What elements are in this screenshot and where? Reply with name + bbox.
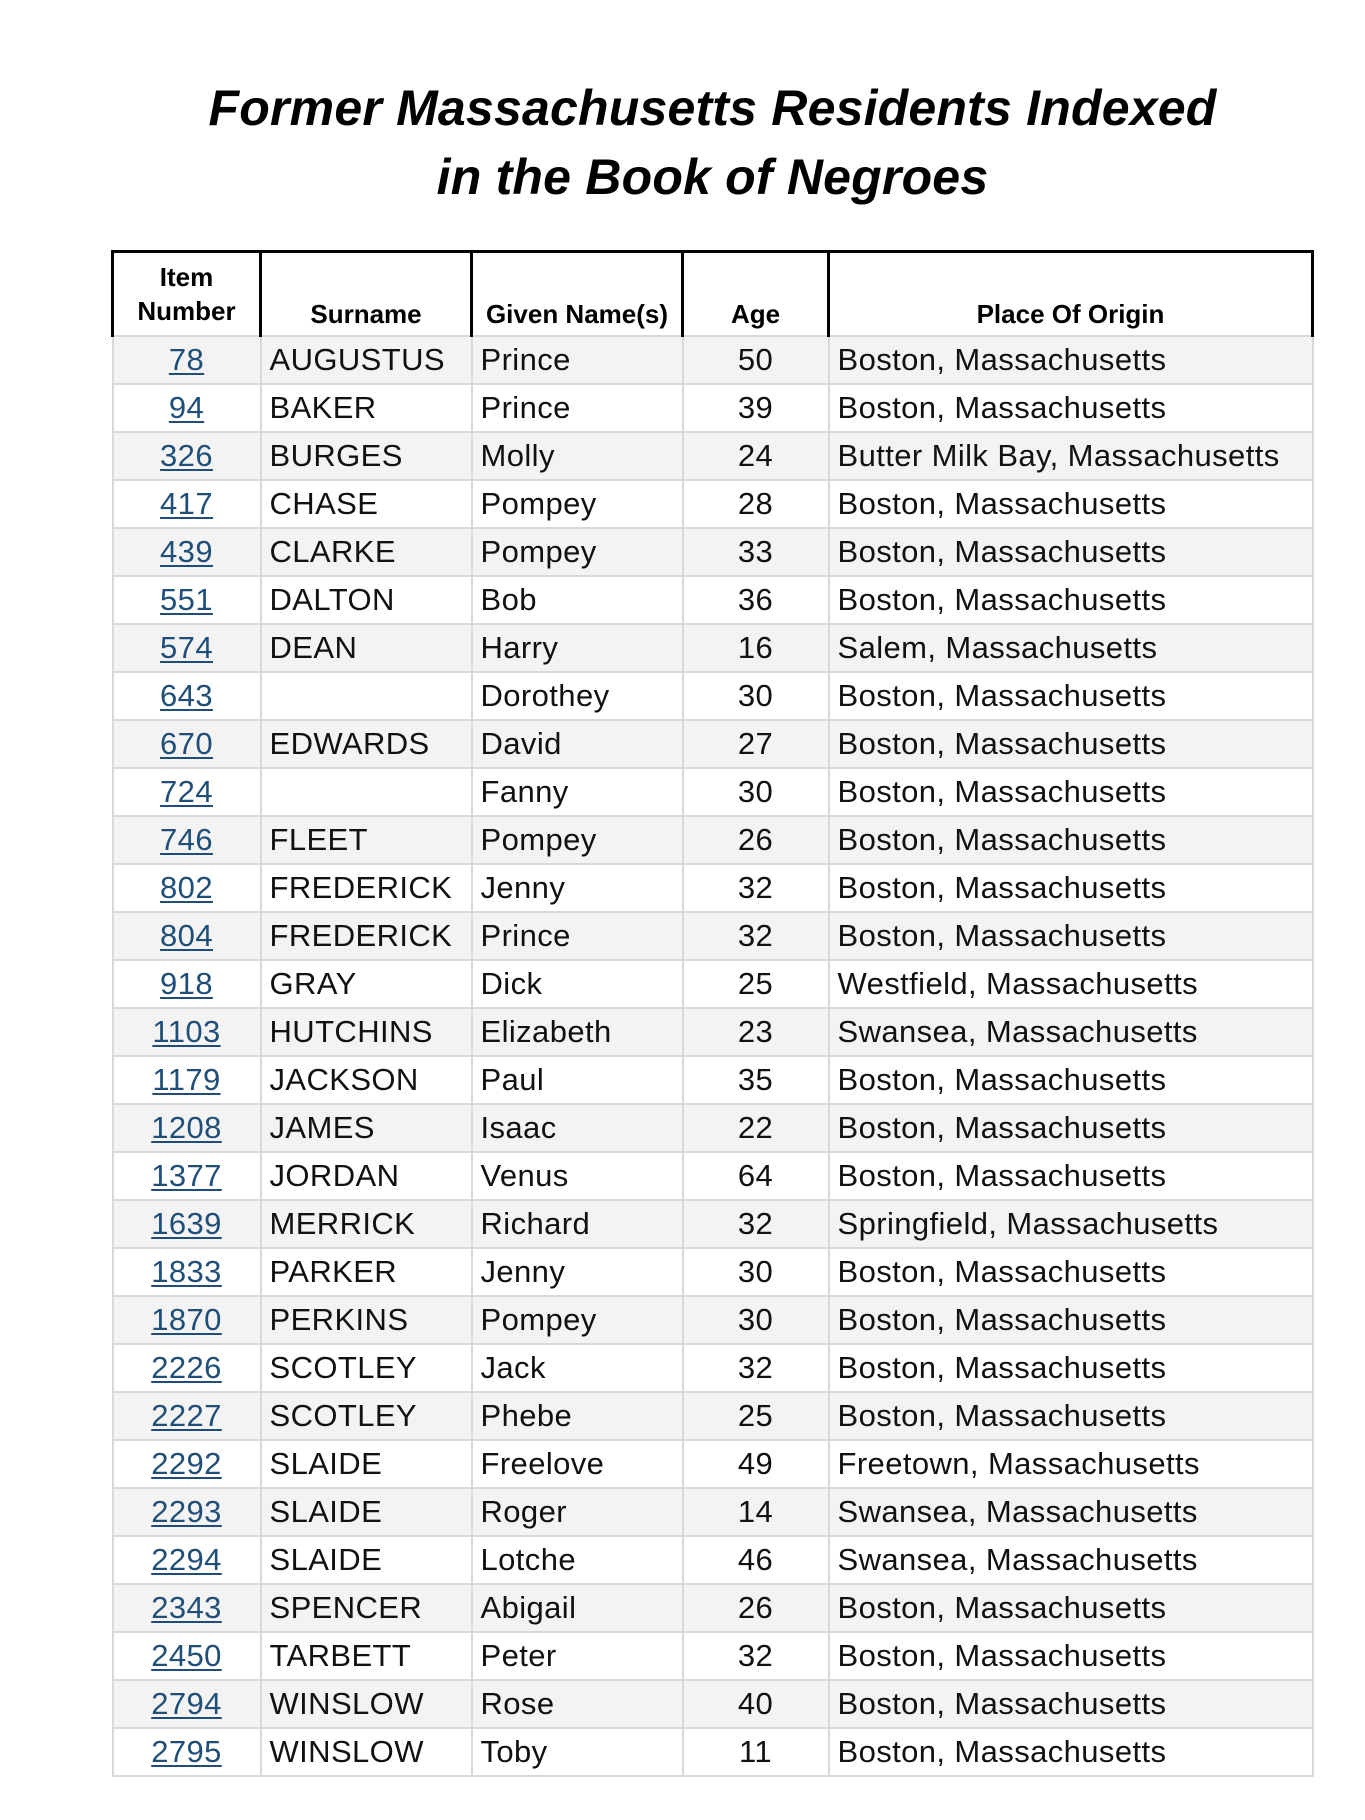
- place-of-origin-cell: Boston, Massachusetts: [829, 576, 1313, 624]
- surname-cell: [261, 768, 472, 816]
- item-number-link[interactable]: 2226: [151, 1350, 222, 1385]
- place-of-origin-cell: Boston, Massachusetts: [829, 864, 1313, 912]
- surname-cell: PARKER: [261, 1248, 472, 1296]
- item-number-cell: [113, 624, 261, 672]
- surname-cell: [261, 672, 472, 720]
- header-age: Age: [683, 252, 829, 337]
- table-row: [113, 1680, 1313, 1728]
- age-cell: 35: [683, 1056, 829, 1104]
- age-cell: 30: [683, 1248, 829, 1296]
- place-of-origin-cell: Springfield, Massachusetts: [829, 1200, 1313, 1248]
- age-cell: 26: [683, 1584, 829, 1632]
- age-cell: 30: [683, 1296, 829, 1344]
- age-cell: 40: [683, 1680, 829, 1728]
- place-of-origin-cell: Boston, Massachusetts: [829, 1056, 1313, 1104]
- place-of-origin-cell: Boston, Massachusetts: [829, 1584, 1313, 1632]
- place-of-origin-cell: Boston, Massachusetts: [829, 912, 1313, 960]
- age-cell: 11: [683, 1728, 829, 1776]
- item-number-cell: [113, 1584, 261, 1632]
- table-row: [113, 864, 1313, 912]
- age-cell: 25: [683, 960, 829, 1008]
- given-name-cell: Prince: [472, 912, 683, 960]
- age-cell: 33: [683, 528, 829, 576]
- item-number-link[interactable]: 724: [160, 774, 213, 809]
- place-of-origin-cell: Boston, Massachusetts: [829, 672, 1313, 720]
- surname-cell: EDWARDS: [261, 720, 472, 768]
- given-name-cell: Dick: [472, 960, 683, 1008]
- item-number-cell: [113, 1008, 261, 1056]
- item-number-cell: [113, 1392, 261, 1440]
- place-of-origin-cell: Boston, Massachusetts: [829, 1632, 1313, 1680]
- surname-cell: CHASE: [261, 480, 472, 528]
- surname-cell: FREDERICK: [261, 912, 472, 960]
- surname-cell: CLARKE: [261, 528, 472, 576]
- item-number-link[interactable]: 2343: [151, 1590, 222, 1625]
- item-number-cell: [113, 1104, 261, 1152]
- given-name-cell: Phebe: [472, 1392, 683, 1440]
- item-number-cell: [113, 816, 261, 864]
- header-item-line-1: Item: [159, 262, 214, 292]
- item-number-link[interactable]: 643: [160, 678, 213, 713]
- item-number-link[interactable]: 1103: [152, 1014, 221, 1049]
- given-name-cell: Toby: [472, 1728, 683, 1776]
- surname-cell: WINSLOW: [261, 1728, 472, 1776]
- item-number-link[interactable]: 2227: [151, 1398, 222, 1433]
- place-of-origin-cell: Salem, Massachusetts: [829, 624, 1313, 672]
- item-number-cell: [113, 672, 261, 720]
- place-of-origin-cell: Boston, Massachusetts: [829, 1152, 1313, 1200]
- item-number-cell: [113, 1728, 261, 1776]
- place-of-origin-cell: Boston, Massachusetts: [829, 1104, 1313, 1152]
- table-row: [113, 1536, 1313, 1584]
- table-row: [113, 1632, 1313, 1680]
- table-row: [113, 1104, 1313, 1152]
- age-cell: 27: [683, 720, 829, 768]
- header-surname: Surname: [261, 252, 472, 337]
- surname-cell: JAMES: [261, 1104, 472, 1152]
- table-row: [113, 672, 1313, 720]
- table-row: [113, 1152, 1313, 1200]
- header-given-names: Given Name(s): [472, 252, 683, 337]
- item-number-link[interactable]: 326: [160, 438, 213, 473]
- place-of-origin-cell: Swansea, Massachusetts: [829, 1008, 1313, 1056]
- header-place-of-origin: Place Of Origin: [829, 252, 1313, 337]
- place-of-origin-cell: Boston, Massachusetts: [829, 1680, 1313, 1728]
- item-number-cell: [113, 1632, 261, 1680]
- table-row: [113, 528, 1313, 576]
- place-of-origin-cell: Westfield, Massachusetts: [829, 960, 1313, 1008]
- age-cell: 14: [683, 1488, 829, 1536]
- age-cell: 36: [683, 576, 829, 624]
- given-name-cell: Venus: [472, 1152, 683, 1200]
- surname-cell: BURGES: [261, 432, 472, 480]
- given-name-cell: Prince: [472, 336, 683, 384]
- surname-cell: FREDERICK: [261, 864, 472, 912]
- age-cell: 23: [683, 1008, 829, 1056]
- item-number-link[interactable]: 551: [160, 582, 213, 617]
- table-row: [113, 768, 1313, 816]
- surname-cell: SCOTLEY: [261, 1344, 472, 1392]
- table-row: [113, 1200, 1313, 1248]
- item-number-cell: [113, 336, 261, 384]
- item-number-cell: [113, 528, 261, 576]
- table-row: [113, 624, 1313, 672]
- item-number-cell: [113, 1248, 261, 1296]
- table-row: [113, 384, 1313, 432]
- surname-cell: DALTON: [261, 576, 472, 624]
- age-cell: 32: [683, 864, 829, 912]
- table-row: [113, 1440, 1313, 1488]
- given-name-cell: Rose: [472, 1680, 683, 1728]
- given-name-cell: Jenny: [472, 864, 683, 912]
- given-name-cell: Freelove: [472, 1440, 683, 1488]
- given-name-cell: Molly: [472, 432, 683, 480]
- item-number-link[interactable]: 574: [160, 630, 213, 665]
- table-row: [113, 336, 1313, 384]
- surname-cell: WINSLOW: [261, 1680, 472, 1728]
- place-of-origin-cell: Butter Milk Bay, Massachusetts: [829, 432, 1313, 480]
- given-name-cell: Jenny: [472, 1248, 683, 1296]
- given-name-cell: Pompey: [472, 1296, 683, 1344]
- given-name-cell: Harry: [472, 624, 683, 672]
- item-number-link[interactable]: 2294: [151, 1542, 222, 1577]
- item-number-cell: [113, 1488, 261, 1536]
- table-row: [113, 720, 1313, 768]
- given-name-cell: Bob: [472, 576, 683, 624]
- given-name-cell: Lotche: [472, 1536, 683, 1584]
- surname-cell: SLAIDE: [261, 1440, 472, 1488]
- age-cell: 49: [683, 1440, 829, 1488]
- table-row: [113, 1056, 1313, 1104]
- place-of-origin-cell: Boston, Massachusetts: [829, 528, 1313, 576]
- item-number-cell: [113, 1056, 261, 1104]
- age-cell: 16: [683, 624, 829, 672]
- table-row: [113, 1008, 1313, 1056]
- item-number-cell: [113, 864, 261, 912]
- item-number-link[interactable]: 2795: [151, 1734, 222, 1769]
- header-item-line-2: Number: [137, 296, 236, 326]
- surname-cell: SLAIDE: [261, 1488, 472, 1536]
- title-line-2: in the Book of Negroes: [436, 149, 989, 205]
- item-number-link[interactable]: 2450: [151, 1638, 222, 1673]
- item-number-link[interactable]: 417: [160, 486, 213, 521]
- given-name-cell: Isaac: [472, 1104, 683, 1152]
- item-number-cell: [113, 912, 261, 960]
- header-item-number: [113, 252, 261, 337]
- age-cell: 32: [683, 1632, 829, 1680]
- age-cell: 64: [683, 1152, 829, 1200]
- place-of-origin-cell: Boston, Massachusetts: [829, 816, 1313, 864]
- item-number-cell: [113, 432, 261, 480]
- age-cell: 25: [683, 1392, 829, 1440]
- place-of-origin-cell: Swansea, Massachusetts: [829, 1536, 1313, 1584]
- place-of-origin-cell: Boston, Massachusetts: [829, 1344, 1313, 1392]
- table-row: [113, 1488, 1313, 1536]
- place-of-origin-cell: Boston, Massachusetts: [829, 336, 1313, 384]
- age-cell: 32: [683, 912, 829, 960]
- table-row: [113, 1728, 1313, 1776]
- age-cell: 22: [683, 1104, 829, 1152]
- table-header: [113, 252, 1313, 337]
- place-of-origin-cell: Boston, Massachusetts: [829, 1728, 1313, 1776]
- age-cell: 39: [683, 384, 829, 432]
- item-number-cell: [113, 960, 261, 1008]
- age-cell: 46: [683, 1536, 829, 1584]
- given-name-cell: Dorothey: [472, 672, 683, 720]
- table-row: [113, 1344, 1313, 1392]
- table-body: [113, 336, 1313, 1776]
- item-number-cell: [113, 1344, 261, 1392]
- item-number-cell: [113, 1296, 261, 1344]
- given-name-cell: Fanny: [472, 768, 683, 816]
- given-name-cell: Roger: [472, 1488, 683, 1536]
- item-number-link[interactable]: 1377: [151, 1158, 222, 1193]
- item-number-cell: [113, 384, 261, 432]
- given-name-cell: Prince: [472, 384, 683, 432]
- item-number-cell: [113, 1680, 261, 1728]
- given-name-cell: Pompey: [472, 528, 683, 576]
- age-cell: 30: [683, 768, 829, 816]
- item-number-cell: [113, 1536, 261, 1584]
- residents-table: [111, 250, 1314, 1777]
- item-number-link[interactable]: 1639: [151, 1206, 222, 1241]
- item-number-cell: [113, 1440, 261, 1488]
- place-of-origin-cell: Boston, Massachusetts: [829, 1296, 1313, 1344]
- age-cell: 28: [683, 480, 829, 528]
- item-number-link[interactable]: 78: [168, 342, 205, 377]
- table-row: [113, 960, 1313, 1008]
- age-cell: 24: [683, 432, 829, 480]
- item-number-link[interactable]: 94: [168, 390, 205, 425]
- age-cell: 26: [683, 816, 829, 864]
- item-number-link[interactable]: 804: [160, 918, 213, 953]
- place-of-origin-cell: Boston, Massachusetts: [829, 720, 1313, 768]
- item-number-cell: [113, 768, 261, 816]
- item-number-link[interactable]: 1833: [151, 1254, 222, 1289]
- surname-cell: SLAIDE: [261, 1536, 472, 1584]
- item-number-link[interactable]: 2292: [151, 1446, 222, 1481]
- table-row: [113, 1584, 1313, 1632]
- given-name-cell: Paul: [472, 1056, 683, 1104]
- item-number-link[interactable]: 670: [160, 726, 213, 761]
- place-of-origin-cell: Boston, Massachusetts: [829, 1392, 1313, 1440]
- age-cell: 50: [683, 336, 829, 384]
- given-name-cell: Pompey: [472, 816, 683, 864]
- surname-cell: AUGUSTUS: [261, 336, 472, 384]
- table-row: [113, 1392, 1313, 1440]
- given-name-cell: Pompey: [472, 480, 683, 528]
- table-row: [113, 1296, 1313, 1344]
- place-of-origin-cell: Boston, Massachusetts: [829, 480, 1313, 528]
- surname-cell: SPENCER: [261, 1584, 472, 1632]
- given-name-cell: Jack: [472, 1344, 683, 1392]
- header-row: [113, 252, 1313, 337]
- given-name-cell: Elizabeth: [472, 1008, 683, 1056]
- given-name-cell: Abigail: [472, 1584, 683, 1632]
- surname-cell: BAKER: [261, 384, 472, 432]
- surname-cell: GRAY: [261, 960, 472, 1008]
- place-of-origin-cell: Boston, Massachusetts: [829, 1248, 1313, 1296]
- age-cell: 32: [683, 1344, 829, 1392]
- surname-cell: FLEET: [261, 816, 472, 864]
- item-number-link[interactable]: 746: [160, 822, 213, 857]
- surname-cell: PERKINS: [261, 1296, 472, 1344]
- surname-cell: TARBETT: [261, 1632, 472, 1680]
- item-number-link[interactable]: 1179: [152, 1062, 221, 1097]
- item-number-cell: [113, 1152, 261, 1200]
- place-of-origin-cell: Freetown, Massachusetts: [829, 1440, 1313, 1488]
- residents-table-container: [111, 250, 1311, 1777]
- table-row: [113, 432, 1313, 480]
- item-number-link[interactable]: 802: [160, 870, 213, 905]
- item-number-link[interactable]: 439: [160, 534, 213, 569]
- title-line-1: Former Massachusetts Residents Indexed: [208, 80, 1217, 136]
- item-number-link[interactable]: 2293: [151, 1494, 222, 1529]
- given-name-cell: David: [472, 720, 683, 768]
- page-title: [0, 74, 1365, 212]
- item-number-link[interactable]: 918: [160, 966, 213, 1001]
- place-of-origin-cell: Boston, Massachusetts: [829, 768, 1313, 816]
- table-row: [113, 816, 1313, 864]
- given-name-cell: Richard: [472, 1200, 683, 1248]
- table-row: [113, 912, 1313, 960]
- place-of-origin-cell: Swansea, Massachusetts: [829, 1488, 1313, 1536]
- item-number-link[interactable]: 1870: [151, 1302, 222, 1337]
- item-number-cell: [113, 1200, 261, 1248]
- item-number-cell: [113, 720, 261, 768]
- item-number-link[interactable]: 2794: [151, 1686, 222, 1721]
- surname-cell: MERRICK: [261, 1200, 472, 1248]
- item-number-link[interactable]: 1208: [151, 1110, 222, 1145]
- age-cell: 30: [683, 672, 829, 720]
- surname-cell: JORDAN: [261, 1152, 472, 1200]
- table-row: [113, 480, 1313, 528]
- surname-cell: JACKSON: [261, 1056, 472, 1104]
- place-of-origin-cell: Boston, Massachusetts: [829, 384, 1313, 432]
- table-row: [113, 1248, 1313, 1296]
- surname-cell: HUTCHINS: [261, 1008, 472, 1056]
- surname-cell: DEAN: [261, 624, 472, 672]
- surname-cell: SCOTLEY: [261, 1392, 472, 1440]
- item-number-cell: [113, 576, 261, 624]
- item-number-cell: [113, 480, 261, 528]
- table-row: [113, 576, 1313, 624]
- age-cell: 32: [683, 1200, 829, 1248]
- given-name-cell: Peter: [472, 1632, 683, 1680]
